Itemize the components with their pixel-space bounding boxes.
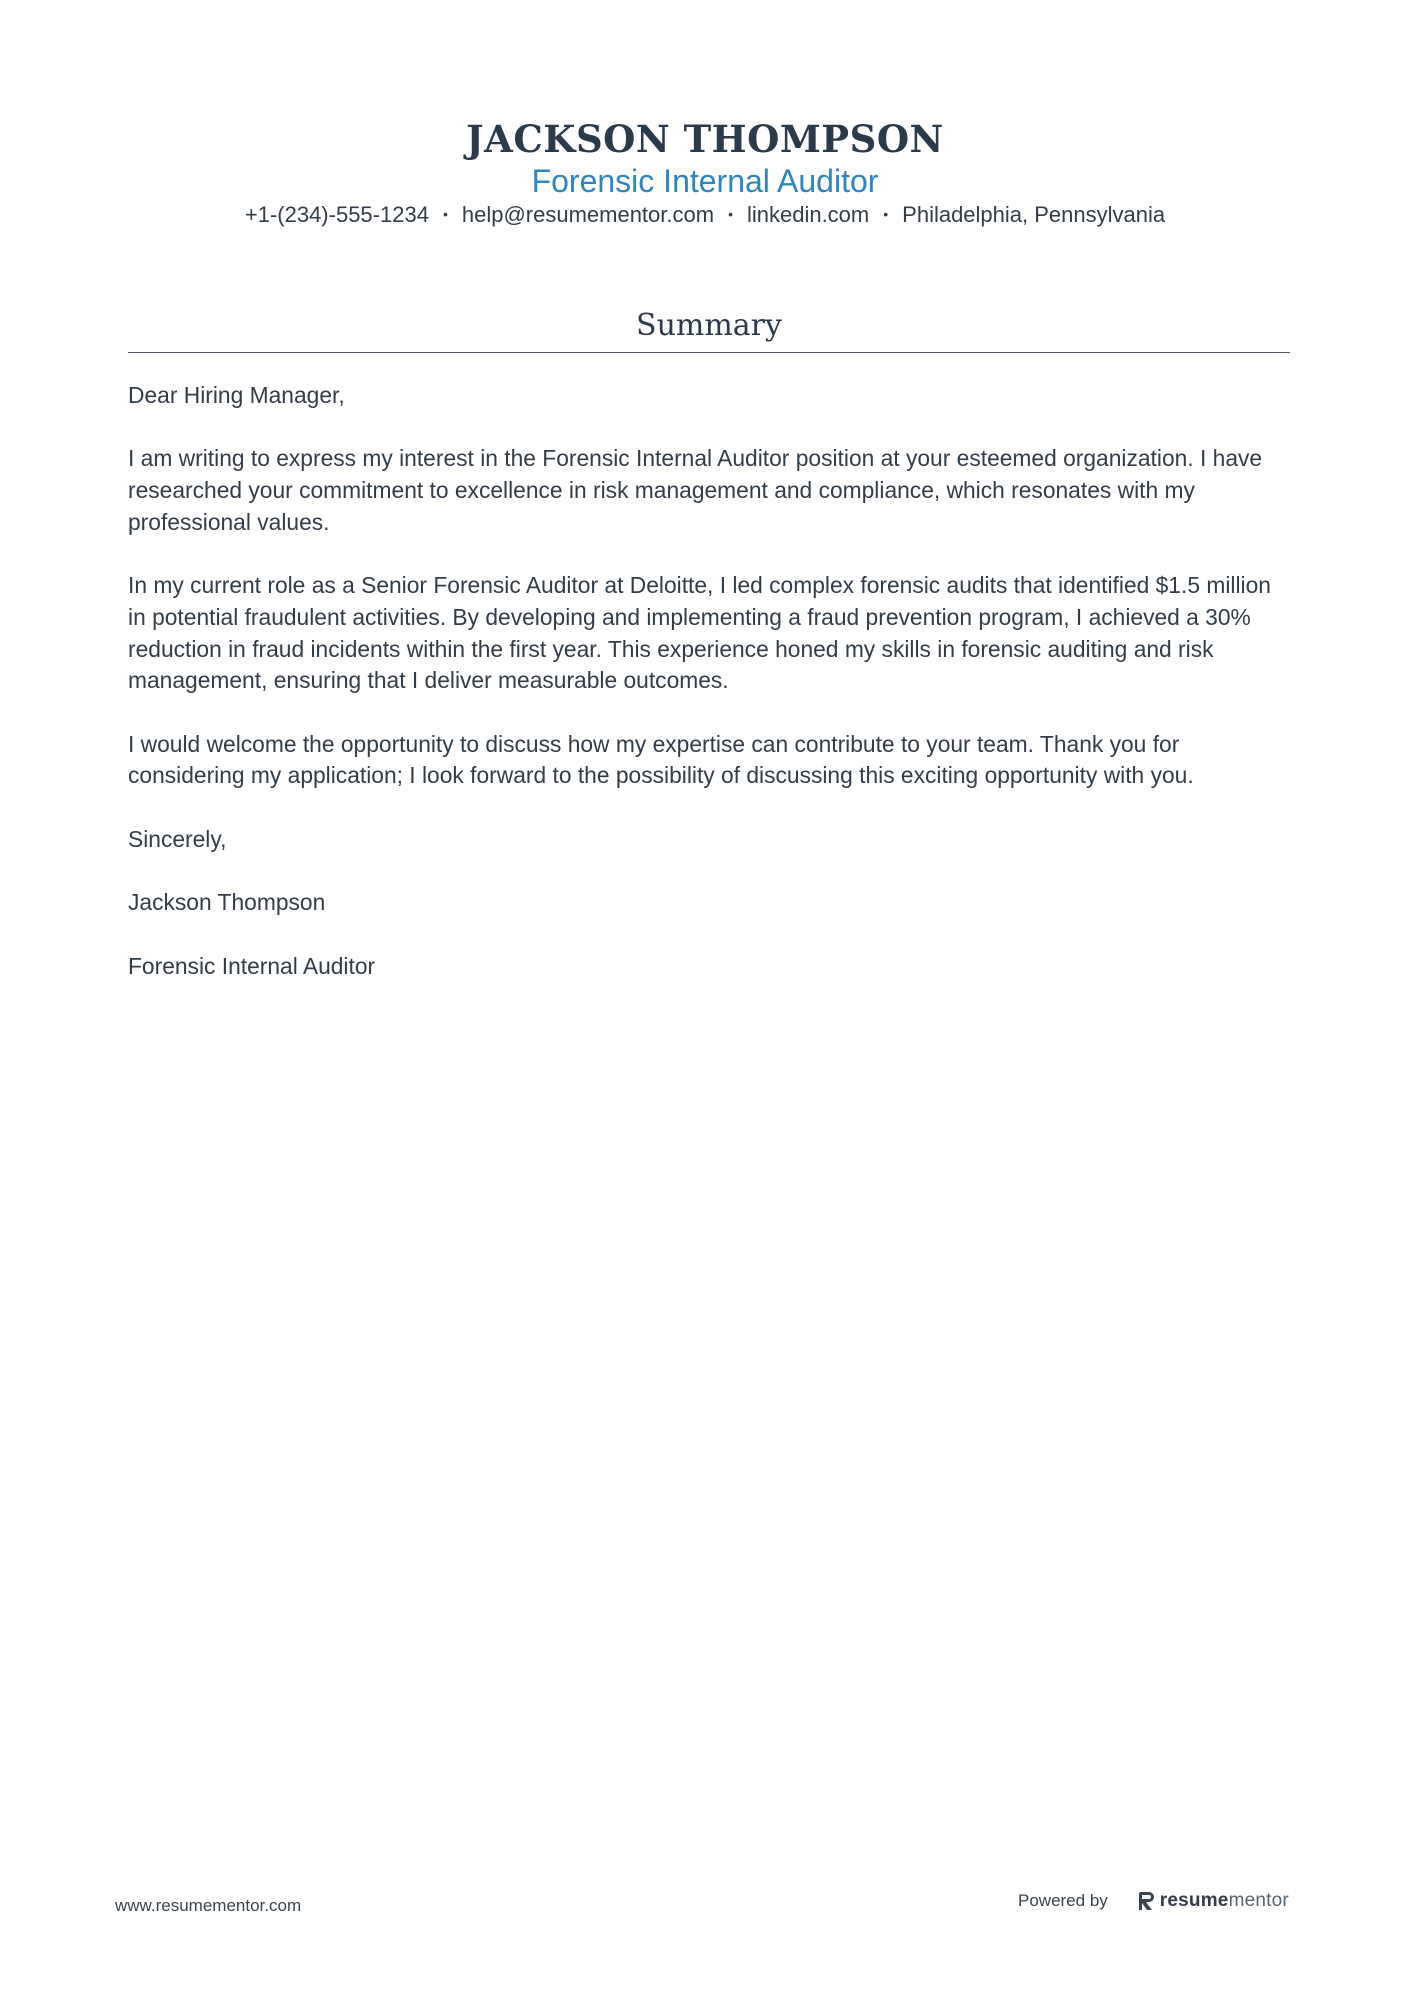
contact-separator: •	[883, 206, 889, 223]
candidate-name: JACKSON THOMPSON	[466, 117, 944, 161]
powered-by-label: Powered by	[1018, 1891, 1108, 1910]
section-divider	[128, 352, 1290, 353]
letter-paragraph: I am writing to express my interest in the Forensic Internal Auditor position at your esteemed organization. I have researched your commitment to excellence in risk management and compliance, which resonates with my professional values.	[128, 445, 1263, 535]
contact-email[interactable]: help@resumementor.com	[461, 202, 715, 227]
contact-separator: •	[442, 206, 448, 223]
contact-location: Philadelphia, Pennsylvania	[902, 202, 1166, 227]
logo-wordmark	[1160, 1890, 1289, 1912]
header	[0, 116, 1410, 231]
contact-linkedin[interactable]: linkedin.com	[746, 202, 870, 227]
resumementor-logo-icon	[1138, 1890, 1156, 1912]
signature-name: Jackson Thompson	[128, 889, 326, 916]
contact-separator: •	[728, 206, 733, 223]
closing: Sincerely,	[128, 825, 227, 852]
salutation: Dear Hiring Manager,	[128, 382, 345, 408]
logo-wordmark-bold: resume	[1159, 1890, 1229, 1911]
resumementor-logo[interactable]	[1138, 1890, 1289, 1912]
logo-wordmark-light: mentor	[1228, 1890, 1289, 1911]
letter-paragraph: In my current role as a Senior Forensic Auditor at Deloitte, I led complex forensic audits that identified $1.5 million in potential fraudulent activities. By developing and implementing a fraud prevention program, I achieved a 30% reduction in fraud incidents within the first year. This experience honed my skills in forensic auditing and risk management, ensuring that I deliver measurable outcomes.	[128, 572, 1271, 694]
footer-website[interactable]: www.resumementor.com	[115, 1896, 302, 1915]
letter-paragraph: I would welcome the opportunity to discuss how my expertise can contribute to your team. Thank you for considering my application; I look forward to the possibility of discussing this exciting opportunity with you.	[128, 730, 1194, 789]
letter-body	[128, 380, 1290, 1014]
signature-title: Forensic Internal Auditor	[128, 952, 376, 979]
job-title: Forensic Internal Auditor	[531, 163, 879, 199]
contact-phone: +1-(234)-555-1234	[244, 202, 429, 227]
section-heading-summary: Summary	[636, 308, 782, 343]
footer-branding	[1018, 1890, 1289, 1912]
contact-line	[0, 200, 1410, 231]
